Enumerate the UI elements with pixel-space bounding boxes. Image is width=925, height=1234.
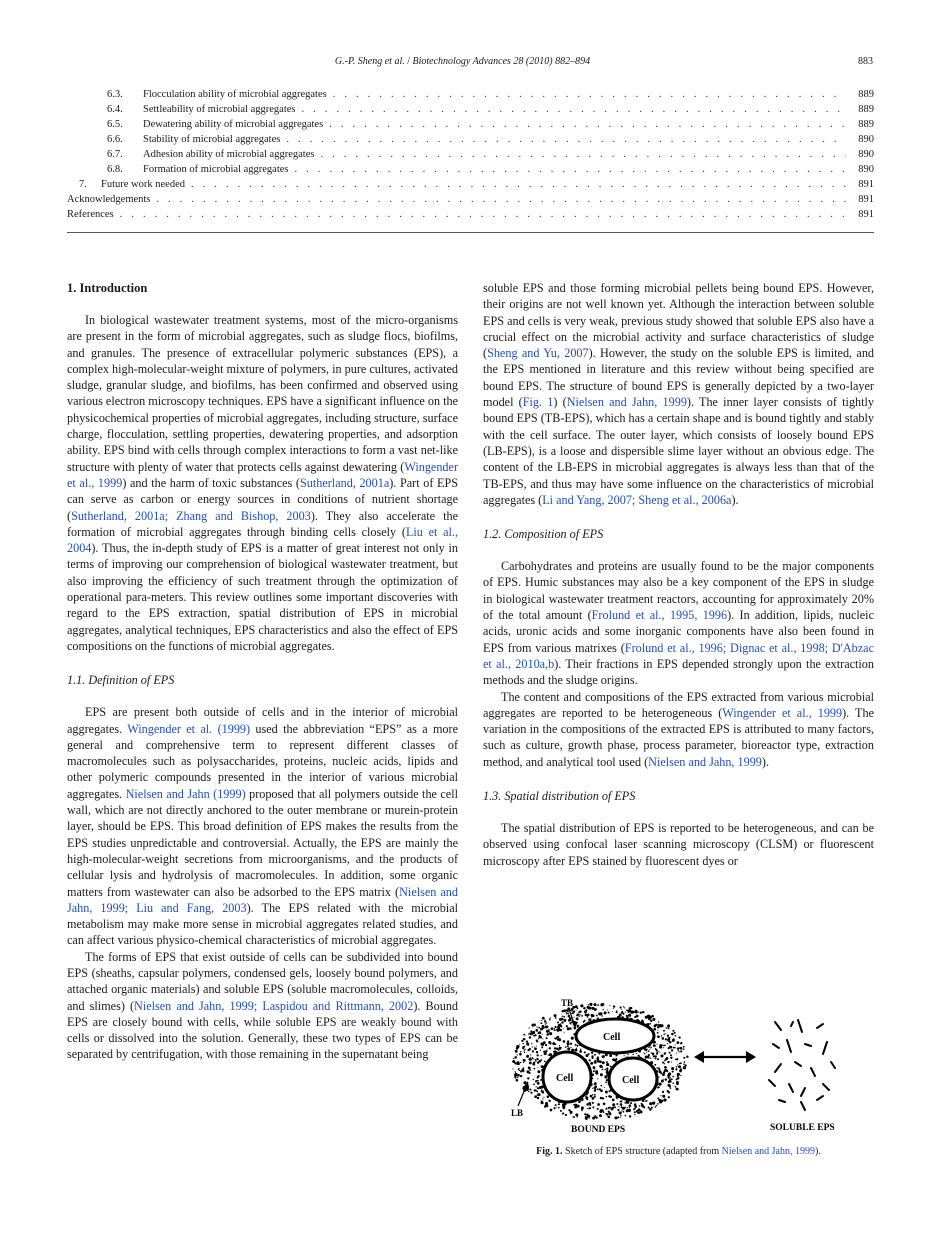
citation-link[interactable]: Frolund et al., 1995, 1996 bbox=[591, 608, 728, 623]
caption-citation-link[interactable]: Nielsen and Jahn, 1999 bbox=[721, 1146, 815, 1157]
citation-link[interactable]: Sheng and Yu, 2007 bbox=[487, 346, 589, 361]
citation-link[interactable]: Wingender et al., 1999 bbox=[722, 705, 843, 720]
paragraph-text: ). Their fractions in EPS depended strongly upon the extraction methods and the sludge origins. bbox=[483, 656, 874, 688]
caption-end: ). bbox=[815, 1146, 821, 1157]
toc-leader-dots bbox=[120, 207, 846, 222]
caption-label: Fig. 1. bbox=[536, 1146, 563, 1157]
paragraph-text: ). However, the study on the soluble EPS is limited, and the EPS mentioned in literature and this review without being specified are bound EPS. The structure of bound EPS is generally depicted by a two-layer model ( bbox=[483, 346, 875, 410]
arrow-head-left bbox=[694, 1051, 704, 1063]
citation-link[interactable]: Nielsen and Jahn (1999) bbox=[125, 786, 246, 801]
toc-entry[interactable] bbox=[67, 117, 874, 132]
label-lb: LB bbox=[511, 1108, 524, 1118]
paragraph-text: The content and compositions of the EPS extracted from various microbial aggregates are reported to be heterogeneous ( bbox=[483, 689, 874, 720]
toc-page: 889 bbox=[858, 89, 874, 100]
section-heading-introduction: 1. Introduction bbox=[67, 281, 148, 295]
page-number: 883 bbox=[858, 56, 873, 67]
arrow-head-right bbox=[746, 1051, 756, 1063]
citation-link[interactable]: Liu et al., 2004 bbox=[67, 524, 459, 556]
paragraph-definition-1 bbox=[67, 704, 458, 948]
toc-page: 889 bbox=[858, 119, 874, 130]
header-journal: Biotechnology Advances 28 (2010) 882–894 bbox=[412, 56, 591, 67]
paragraph-text: ). bbox=[761, 754, 770, 769]
toc-title: Future work needed bbox=[101, 179, 185, 190]
toc-page: 890 bbox=[858, 149, 874, 160]
paragraph-text: ). bbox=[731, 492, 739, 507]
citation-link[interactable]: Sutherland, 2001a bbox=[299, 475, 390, 490]
citation-link[interactable]: Nielsen and Jahn, 1999 bbox=[648, 754, 762, 769]
toc-number: 6.7. bbox=[107, 149, 123, 160]
toc-entry[interactable] bbox=[67, 207, 874, 222]
paragraph-text: ). In addition, lipids, nucleic acids, uronic acids and some inorganic components have also been found in EPS from various matrixes ( bbox=[483, 608, 874, 655]
figure-eps-structure bbox=[505, 992, 855, 1137]
paragraph-text: ) and the harm of toxic substances ( bbox=[122, 475, 300, 490]
toc-leader-dots bbox=[302, 102, 847, 117]
toc-leader-dots bbox=[295, 162, 847, 177]
toc-leader-dots bbox=[286, 132, 846, 147]
label-cell-left: Cell bbox=[556, 1073, 574, 1084]
right-column bbox=[483, 280, 874, 869]
toc-entry[interactable] bbox=[67, 192, 874, 207]
header-separator: / bbox=[404, 56, 413, 67]
toc-page: 891 bbox=[858, 179, 874, 190]
paragraph-spatial-1 bbox=[483, 820, 874, 869]
figure-caption bbox=[483, 1146, 874, 1157]
toc-number: 6.8. bbox=[107, 164, 123, 175]
paragraph-text: ). The variation in the compositions of the extracted EPS is attributed to many factors, such as culture, growth phase, process parameter, bioreactor type, extraction method, and analytical tool used ( bbox=[483, 705, 874, 769]
paragraph-composition-1 bbox=[483, 558, 874, 688]
eps-structure-diagram bbox=[505, 992, 855, 1137]
toc-entry[interactable] bbox=[67, 147, 874, 162]
paragraph-text: Carbohydrates and proteins are usually found to be the major components of EPS. Humic substances may also be a key component of the EPS in sludge in biological wastewater treatment reactors, accounting for approximately 20% of the total amount ( bbox=[483, 559, 874, 623]
paragraph-text: The spatial distribution of EPS is reported to be heterogeneous, and can be observed using confocal laser scanning microscopy (CLSM) or fluorescent microscopy after EPS stained by fluorescent dyes or bbox=[483, 821, 874, 868]
toc-number: 6.6. bbox=[107, 134, 123, 145]
citation-link[interactable]: Li and Yang, 2007; Sheng et al., 2006a bbox=[542, 492, 732, 507]
toc-title: Dewatering ability of microbial aggregates bbox=[143, 119, 324, 130]
paragraph-text: proposed that all polymers outside the cell wall, which are not directly anchored to the outer membrane or murein-protein layer, should be EPS. This broad definition of EPS makes the results from the EPS studies unpredictable and controversial. Actually, the EPS are mainly the high-molecular-weight secretions from microorganisms, and the products of cellular lysis and hydrolysis of macromolecules. In addition, some organic matters from wastewater can also be adsorbed to the EPS matrix ( bbox=[67, 786, 458, 899]
citation-link[interactable]: Sutherland, 2001a; Zhang and Bishop, 2003 bbox=[71, 508, 311, 523]
paragraph-text: ). They also accelerate the formation of microbial aggregates through binding cells closely ( bbox=[67, 508, 458, 539]
paragraph-text: ). Bound EPS are closely bound with cells, while soluble EPS are weakly bound with cells or dissolved into the solution. Generally, these two types of EPS can be separated by centrifugation, with those remaining in the supernatant being bbox=[67, 998, 459, 1062]
label-soluble-eps: SOLUBLE EPS bbox=[770, 1123, 835, 1133]
toc-entry[interactable] bbox=[67, 132, 874, 147]
toc-leader-dots bbox=[329, 117, 846, 132]
toc-page: 890 bbox=[858, 164, 874, 175]
citation-link[interactable]: Frolund et al., 1996; Dignac et al., 1998; D'Abzac et al., 2010a,b bbox=[483, 640, 874, 671]
citation-link[interactable]: Nielsen and Jahn, 1999; Liu and Fang, 2003 bbox=[67, 884, 458, 915]
citation-link[interactable]: Wingender et al., 1999 bbox=[67, 459, 458, 490]
label-tb: TB bbox=[561, 998, 574, 1008]
toc-title: Acknowledgements bbox=[67, 194, 151, 205]
divider-rule bbox=[67, 232, 874, 233]
toc-number: 6.3. bbox=[107, 89, 123, 100]
paragraph-text: soluble EPS and those forming microbial pellets being bound EPS. However, their origins are not well known yet. Although the interaction between soluble EPS and cells is very weak, previous study showed that soluble EPS also have a crucial effect on the microbial activity and surface characteristics of sludge ( bbox=[483, 281, 874, 361]
paragraph-text: used the abbreviation “EPS” as a more general and comprehensive term to represent different classes of macromolecules such as polysaccharides, proteins, nucleic acids, lipids and other polymeric compounds presented in the interior of various microbial aggregates. bbox=[67, 721, 458, 801]
toc-title: References bbox=[67, 209, 114, 220]
label-cell-top: Cell bbox=[603, 1032, 621, 1043]
left-column bbox=[67, 280, 458, 1063]
paragraph-composition-2 bbox=[483, 689, 874, 770]
paragraph-text: EPS are present both outside of cells and in the interior of microbial aggregates. bbox=[67, 705, 458, 736]
subsection-heading-composition: 1.2. Composition of EPS bbox=[483, 527, 604, 542]
toc-leader-dots bbox=[333, 87, 846, 102]
subsection-heading-definition: 1.1. Definition of EPS bbox=[67, 673, 175, 688]
paragraph-text: ) ( bbox=[553, 395, 567, 410]
paragraph-text: The forms of EPS that exist outside of cells can be subdivided into bound EPS (sheaths, capsular polymers, condensed gels, loosely bound polymers, and attached organic materials) and soluble EPS (soluble macromolecules, colloids, and slimes) ( bbox=[67, 949, 458, 1013]
toc-leader-dots bbox=[191, 177, 846, 192]
toc-page: 890 bbox=[858, 134, 874, 145]
label-cell-right: Cell bbox=[622, 1075, 640, 1086]
paragraph-definition-continued bbox=[483, 280, 874, 508]
paragraph-introduction bbox=[67, 312, 458, 654]
citation-link[interactable]: Wingender et al. (1999) bbox=[127, 721, 251, 736]
toc-page: 891 bbox=[858, 209, 874, 220]
toc-number: 6.5. bbox=[107, 119, 123, 130]
journal-citation bbox=[0, 56, 925, 67]
toc-page: 891 bbox=[858, 194, 874, 205]
toc-entry[interactable] bbox=[67, 87, 874, 102]
toc-title: Adhesion ability of microbial aggregates bbox=[143, 149, 315, 160]
paragraph-definition-2 bbox=[67, 949, 458, 1063]
toc-leader-dots bbox=[156, 192, 846, 207]
toc-number: 6.4. bbox=[107, 104, 123, 115]
paragraph-text: ). Part of EPS can serve as carbon or energy sources in conditions of nutrient shortage ( bbox=[67, 475, 459, 523]
citation-link[interactable]: Fig. 1 bbox=[522, 395, 554, 410]
running-head bbox=[0, 56, 925, 72]
toc-entry[interactable] bbox=[67, 177, 874, 192]
subsection-heading-spatial: 1.3. Spatial distribution of EPS bbox=[483, 789, 636, 804]
caption-text: Sketch of EPS structure (adapted from bbox=[562, 1146, 722, 1157]
toc-title: Stability of microbial aggregates bbox=[143, 134, 281, 145]
toc-number: 7. bbox=[79, 179, 87, 190]
citation-link[interactable]: Nielsen and Jahn, 1999; Laspidou and Rittmann, 2002 bbox=[134, 998, 414, 1013]
paragraph-text: ). The EPS related with the microbial metabolism may make more sense in microbial aggregates related studies, and can affect various physico-chemical characteristics of microbial aggregates. bbox=[67, 900, 458, 948]
toc-leader-dots bbox=[320, 147, 846, 162]
toc-entry[interactable] bbox=[67, 102, 874, 117]
header-authors: G.-P. Sheng et al. bbox=[334, 56, 405, 67]
toc-page: 889 bbox=[858, 104, 874, 115]
toc-title: Flocculation ability of microbial aggregates bbox=[143, 89, 327, 100]
paragraph-text: ). Thus, the in-depth study of EPS is a matter of great interest not only in terms of improving our comprehension of biological wastewater treatment, but also improving the efficiency of such treatment through the optimization of operational para-meters. This review outlines some important discoveries with regard to the EPS extraction, spatial distribution of EPS in microbial aggregates, analytical techniques, EPS characteristics and also the effect of EPS compositions on the functions of microbial aggregates. bbox=[67, 541, 458, 653]
toc-title: Formation of microbial aggregates bbox=[143, 164, 289, 175]
table-of-contents bbox=[67, 87, 874, 222]
paragraph-text: ). The inner layer consists of tightly bound EPS (TB-EPS), which has a certain shape and is bound tightly and stably with the cell surface. The outer layer, which consists of loosely bound EPS (LB-EPS), is a loose and dispersible slime layer without an obvious edge. The content of the LB-EPS in microbial aggregates is always less than that of the TB-EPS, and thus may have some influence on the characteristics of microbial aggregates ( bbox=[483, 395, 874, 507]
citation-link[interactable]: Nielsen and Jahn, 1999 bbox=[566, 395, 687, 410]
soluble-eps-fragments bbox=[769, 1020, 835, 1110]
toc-title: Settleability of microbial aggregates bbox=[143, 104, 296, 115]
paragraph-text: In biological wastewater treatment systems, most of the micro-organisms are present in the form of microbial aggregates, such as sludge flocs, biofilms, and granules. The presence of extracellular polymeric substances (EPS), a complex high-molecular-weight mixture of polymers, in pure cultures, activated sludge, granular sludge, and biofilms, has been confirmed and observed using various electron microscopy techniques. EPS have a significant influence on the physicochemical properties of microbial aggregates, including structure, surface charge, flocculation, settling properties, dewatering properties, and adsorption ability. EPS bind with cells through complex interactions to form a vast net-like structure with plenty of water that protects cells against dewatering ( bbox=[67, 313, 458, 474]
label-bound-eps: BOUND EPS bbox=[571, 1125, 626, 1135]
toc-entry[interactable] bbox=[67, 162, 874, 177]
